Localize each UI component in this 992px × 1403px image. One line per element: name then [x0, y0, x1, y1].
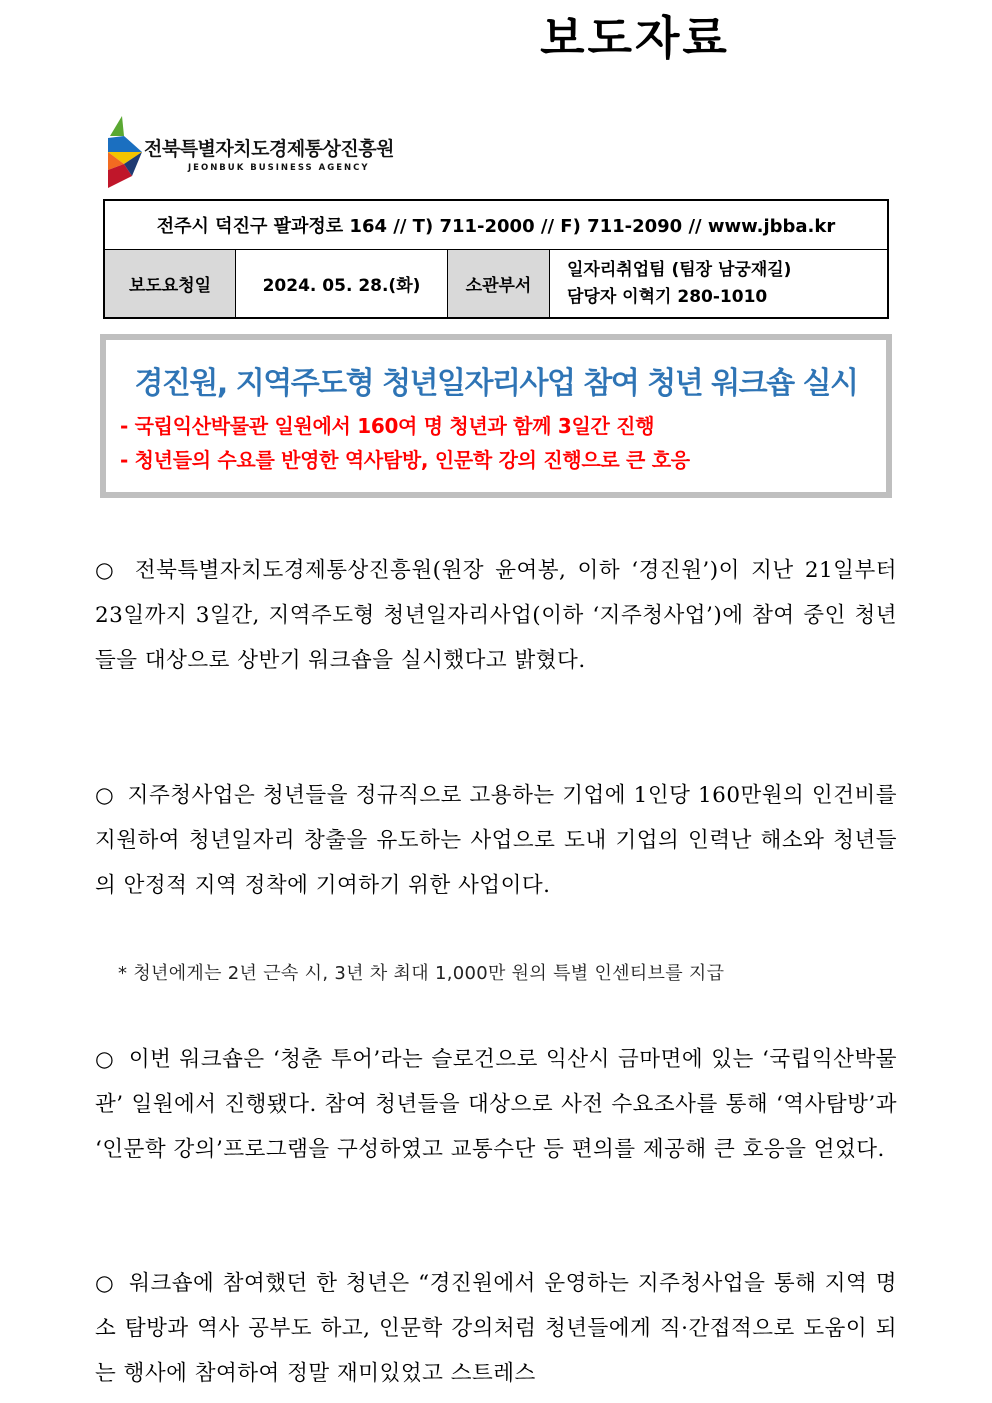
department-label: 소관부서	[448, 250, 550, 317]
bullet-icon: ○	[95, 558, 118, 583]
subheadline-2: - 청년들의 수요를 반영한 역사탐방, 인문학 강의 진행으로 큰 호응	[120, 448, 690, 472]
bullet-icon: ○	[95, 783, 115, 808]
bullet-icon: ○	[95, 1271, 115, 1296]
paragraph-4	[95, 1261, 897, 1396]
paragraph-text: 워크숍에 참여했던 한 청년은 “경진원에서 운영하는 지주청사업을 통해 지역 명소 탐방과 역사 공부도 하고, 인문학 강의처럼 청년들에게 직·간접적으로 도움이 되는 행사에 참여하여 정말 재미있었고 스트레스	[95, 1271, 897, 1386]
contact-row: 전주시 덕진구 팔과정로 164 // T) 711-2000 // F) 711-2090 // www.jbba.kr	[105, 201, 887, 250]
paragraph-text: 지주청사업은 청년들을 정규직으로 고용하는 기업에 1인당 160만원의 인건비를 지원하여 청년일자리 창출을 유도하는 사업으로 도내 기업의 인력난 해소와 청년들의 안정적 지역 정착에 기여하기 위한 사업이다.	[95, 783, 898, 898]
department-value	[550, 250, 887, 317]
logo-korean-name: 전북특별자치도경제통상진흥원	[144, 138, 394, 160]
paragraph-3	[95, 1037, 897, 1172]
agency-logo-mark	[104, 112, 144, 192]
paragraph-text: 이번 워크숍은 ‘청춘 투어’라는 슬로건으로 익산시 금마면에 있는 ‘국립익산박물관’ 일원에서 진행됐다. 참여 청년들을 대상으로 사전 수요조사를 통해 ‘역사탐방’과 ‘인문학 강의’프로그램을 구성하였고 교통수단 등 편의를 제공해 큰 호응을 얻었다.	[95, 1047, 897, 1162]
logo-english-name: JEONBUK BUSINESS AGENCY	[188, 163, 370, 173]
headline: 경진원, 지역주도형 청년일자리사업 참여 청년 워크숍 실시	[134, 366, 858, 401]
subheadline-1: - 국립익산박물관 일원에서 160여 명 청년과 함께 3일간 진행	[120, 414, 655, 438]
bullet-icon: ○	[95, 1047, 115, 1072]
department-team: 일자리취업팀 (팀장 남궁재길)	[567, 259, 792, 280]
paragraph-1	[95, 548, 897, 683]
document-title: 보도자료	[540, 11, 730, 65]
request-date-label: 보도요청일	[105, 250, 236, 317]
department-contact: 담당자 이혁기 280-1010	[567, 286, 768, 307]
request-date-value: 2024. 05. 28.(화)	[236, 250, 448, 317]
agency-logo	[104, 112, 424, 192]
headline-box	[100, 334, 892, 498]
press-info-table	[103, 199, 889, 319]
footnote: * 청년에게는 2년 근속 시, 3년 차 최대 1,000만 원의 특별 인센티브를 지급	[118, 963, 725, 984]
paragraph-text: 전북특별자치도경제통상진흥원(원장 윤여봉, 이하 ‘경진원’)이 지난 21일부터 23일까지 3일간, 지역주도형 청년일자리사업(이하 ‘지주청사업’)에 참여 중인 청년들을 대상으로 상반기 워크숍을 실시했다고 밝혔다.	[95, 558, 897, 673]
paragraph-2	[95, 773, 897, 908]
